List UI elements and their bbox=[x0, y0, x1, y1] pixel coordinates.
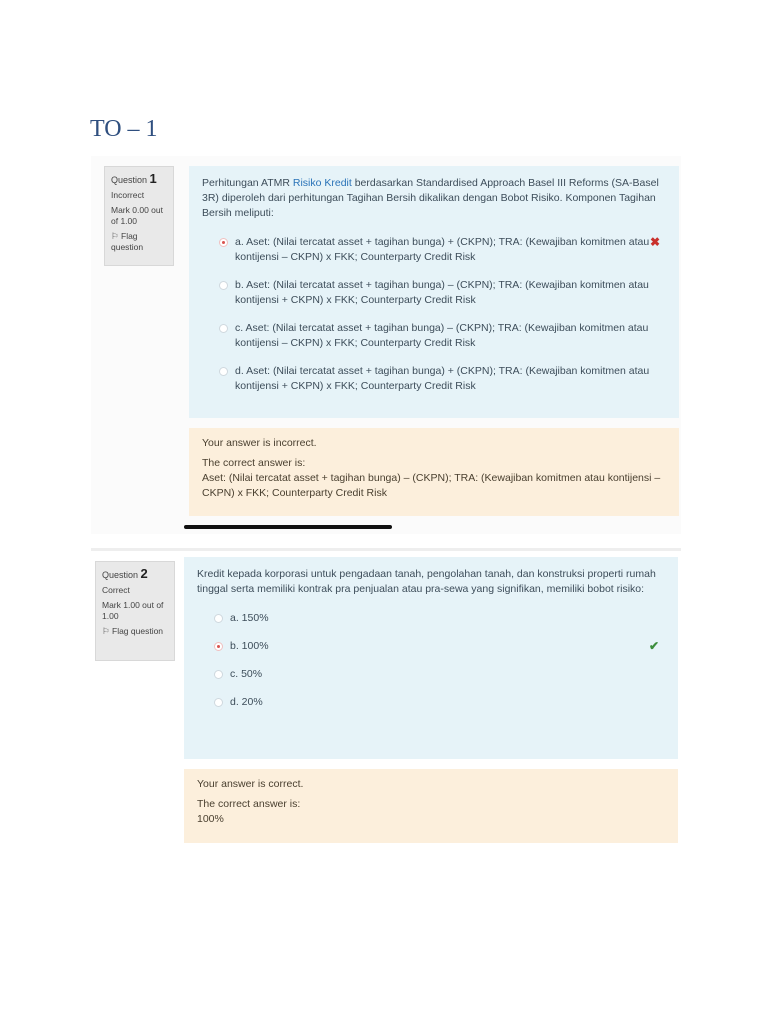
question-info bbox=[95, 561, 175, 661]
correct-icon: ✔ bbox=[648, 639, 659, 653]
feedback-result: Your answer is correct. bbox=[197, 778, 304, 790]
answer-option-d[interactable]: d. 20% bbox=[197, 695, 665, 710]
question-state: Correct bbox=[102, 585, 130, 595]
answer-option-d[interactable]: d. Aset: (Nilai tercatat asset + tagihan bunga) + (CKPN); TRA: (Kewajiban komitmen atau kontijensi + CKPN) x FKK; Counterparty Credit Risk bbox=[202, 364, 666, 394]
divider-bar bbox=[184, 525, 392, 529]
radio[interactable] bbox=[219, 281, 228, 290]
question-state: Incorrect bbox=[111, 190, 145, 200]
flag-question-button[interactable]: ⚐ Flag question bbox=[111, 231, 144, 252]
radio[interactable] bbox=[214, 614, 223, 623]
radio[interactable] bbox=[219, 367, 228, 376]
question-info bbox=[104, 166, 174, 266]
radio[interactable] bbox=[214, 698, 223, 707]
feedback-panel bbox=[189, 428, 679, 516]
risiko-kredit-link[interactable]: Risiko Kredit bbox=[292, 177, 352, 189]
correct-answer-label: The correct answer is: bbox=[197, 798, 301, 810]
radio-selected[interactable] bbox=[214, 642, 223, 651]
page-title: TO – 1 bbox=[90, 116, 158, 142]
flag-icon: ⚐ bbox=[111, 231, 119, 241]
question-text: Perhitungan ATMR Risiko Kredit berdasarkan Standardised Approach Basel III Reforms (SA-Basel 3R) diperoleh dari perhitungan Tagihan Bersih dikalikan dengan Bobot Risiko. Komponen Tagihan Bersih meliputi: bbox=[202, 177, 659, 219]
question-number: Question 1 bbox=[111, 171, 157, 186]
incorrect-icon: ✖ bbox=[649, 235, 660, 249]
question-mark: Mark 0.00 out of 1.00 bbox=[111, 205, 163, 226]
question-number: Question 2 bbox=[102, 566, 148, 581]
flag-question-button[interactable]: ⚐ Flag question bbox=[102, 626, 164, 636]
correct-answer: 100% bbox=[197, 813, 224, 825]
question-mark: Mark 1.00 out of 1.00 bbox=[102, 600, 164, 621]
flag-icon: ⚐ bbox=[102, 626, 110, 636]
answer-option-c[interactable]: c. 50% bbox=[197, 667, 665, 682]
answer-option-b[interactable]: b. 100% ✔ bbox=[197, 639, 665, 654]
question-1 bbox=[91, 156, 681, 534]
radio-selected[interactable] bbox=[219, 238, 228, 247]
correct-answer: Aset: (Nilai tercatat asset + tagihan bunga) – (CKPN); TRA: (Kewajiban komitmen atau kontijensi – CKPN) x FKK; Counterparty Credit Risk bbox=[202, 472, 661, 499]
radio[interactable] bbox=[219, 324, 228, 333]
feedback-panel bbox=[184, 769, 678, 843]
answer-option-b[interactable]: b. Aset: (Nilai tercatat asset + tagihan bunga) – (CKPN); TRA: (Kewajiban komitmen atau kontijensi + CKPN) x FKK; Counterparty Credit Risk bbox=[202, 278, 666, 308]
question-2 bbox=[91, 548, 681, 851]
answer-option-a[interactable]: a. 150% bbox=[197, 611, 665, 626]
correct-answer-label: The correct answer is: bbox=[202, 457, 306, 469]
answer-option-c[interactable]: c. Aset: (Nilai tercatat asset + tagihan bunga) – (CKPN); TRA: (Kewajiban komitmen atau kontijensi – CKPN) x FKK; Counterparty Credit Risk bbox=[202, 321, 666, 351]
feedback-result: Your answer is incorrect. bbox=[202, 437, 317, 449]
question-text: Kredit kepada korporasi untuk pengadaan tanah, pengolahan tanah, dan konstruksi properti rumah tinggal serta memiliki kontrak pra penjualan atau pra-sewa yang signifikan, memiliki bobot risiko: bbox=[197, 568, 656, 595]
answer-option-a[interactable]: a. Aset: (Nilai tercatat asset + tagihan bunga) + (CKPN); TRA: (Kewajiban komitmen atau kontijensi – CKPN) x FKK; Counterparty Credit Risk ✖ bbox=[202, 235, 666, 265]
question-content bbox=[184, 557, 678, 759]
radio[interactable] bbox=[214, 670, 223, 679]
question-content bbox=[189, 166, 679, 418]
